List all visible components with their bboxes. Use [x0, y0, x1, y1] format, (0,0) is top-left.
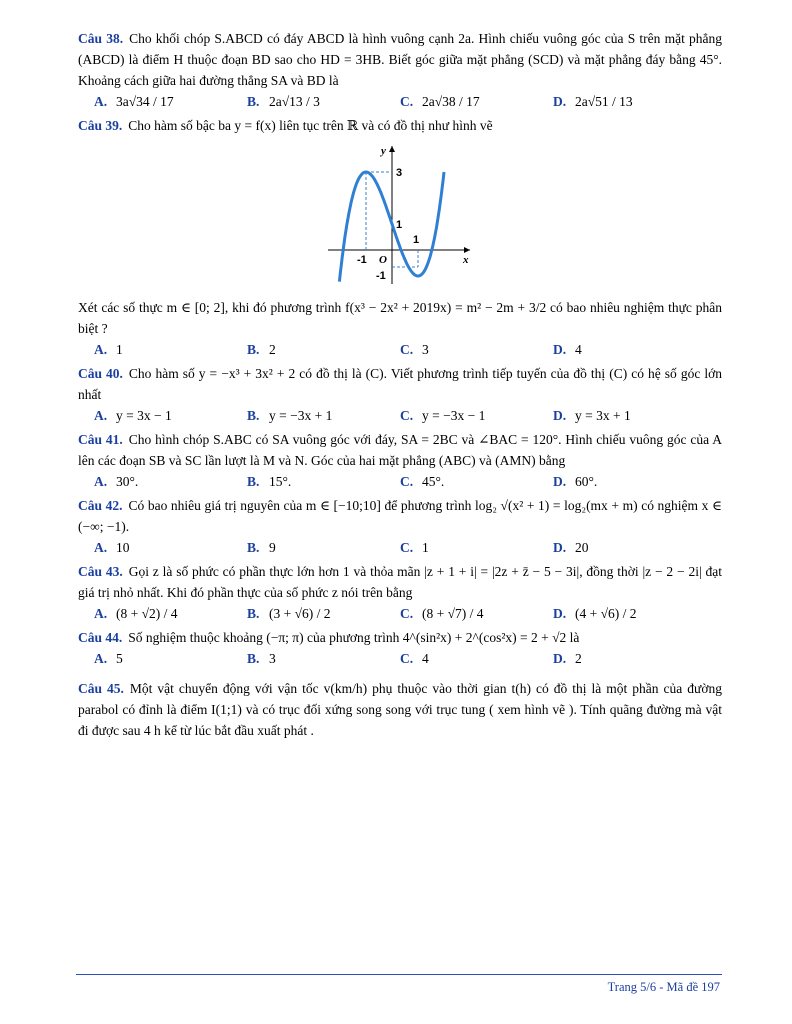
- options-38: [78, 91, 722, 113]
- question-39: [78, 115, 722, 136]
- options-40: [78, 405, 722, 427]
- option-d[interactable]: D. 20: [553, 540, 589, 555]
- question-text: Cho hình chóp S.ABC có SA vuông góc với đáy, SA = 2BC và ∠BAC = 120°. Hình chiếu vuông góc của A lên các đoạn SB và SC lần lượt là M và N. Góc của hai mặt phẳng (ABC) và (AMN) bằng: [78, 432, 722, 468]
- question-40: [78, 363, 722, 405]
- question-text: Gọi z là số phức có phần thực lớn hơn 1 và thỏa mãn |z + 1 + i| = |2z + z̄ − 5 − 3i|, đồng thời |z − 2 − 2i| đạt giá trị nhỏ nhất. Khi đó phần thực của số phức z nói trên bằng: [78, 564, 722, 600]
- cubic-graph: [324, 142, 722, 291]
- question-42: [78, 495, 722, 537]
- label-3: 3: [396, 167, 403, 179]
- function-graph-figure: [324, 142, 474, 287]
- question-43: [78, 561, 722, 603]
- x-axis-arrow-icon: [464, 247, 470, 253]
- option-c[interactable]: C. 4: [400, 651, 429, 666]
- option-d[interactable]: D. 2a√51 / 13: [553, 94, 633, 109]
- options-42: [78, 537, 722, 559]
- options-41: [78, 471, 722, 493]
- question-text: Cho khối chóp S.ABCD có đáy ABCD là hình vuông cạnh 2a. Hình chiếu vuông góc của S trên mặt phẳng (ABCD) là điểm H thuộc đoạn BD sao cho HD = 3HB. Biết góc giữa mặt phẳng (SCD) và mặt phẳng đáy bằng 45°. Khoảng cách giữa hai đường thẳng SA và BD là: [78, 31, 722, 88]
- option-b[interactable]: B. y = −3x + 1: [247, 408, 333, 423]
- option-d[interactable]: D. y = 3x + 1: [553, 408, 631, 423]
- question-number: Câu 44.: [78, 630, 123, 645]
- option-d[interactable]: D. 60°.: [553, 474, 598, 489]
- question-text: Cho hàm số y = −x³ + 3x² + 2 có đồ thị là (C). Viết phương trình tiếp tuyến của đồ thị (C) có hệ số góc lớn nhất: [78, 366, 722, 402]
- option-c[interactable]: C. (8 + √7) / 4: [400, 606, 484, 621]
- option-d[interactable]: D. 2: [553, 651, 582, 666]
- option-c[interactable]: C. 3: [400, 342, 429, 357]
- option-a[interactable]: A. y = 3x − 1: [94, 408, 172, 423]
- option-b[interactable]: B. 3: [247, 651, 276, 666]
- option-d[interactable]: D. 4: [553, 342, 582, 357]
- y-axis-arrow-icon: [389, 146, 395, 152]
- option-a[interactable]: A. 1: [94, 342, 123, 357]
- option-a[interactable]: A. 30°.: [94, 474, 139, 489]
- page-footer: Trang 5/6 - Mã đề 197: [607, 980, 720, 994]
- options-44: [78, 648, 722, 670]
- label-x1: 1: [413, 234, 420, 246]
- question-45: [78, 678, 722, 741]
- question-41: [78, 429, 722, 471]
- options-43: [78, 603, 722, 625]
- question-number: Câu 43.: [78, 564, 123, 579]
- question-38: [78, 28, 722, 91]
- origin-label: O: [379, 254, 387, 266]
- option-a[interactable]: A. (8 + √2) / 4: [94, 606, 178, 621]
- question-44: [78, 627, 722, 648]
- label-x-neg1: -1: [357, 254, 367, 266]
- question-text: Số nghiệm thuộc khoảng (−π; π) của phương trình 4^(sin²x) + 2^(cos²x) = 2 + √2 là: [128, 630, 580, 645]
- option-a[interactable]: A. 10: [94, 540, 130, 555]
- x-axis-label: x: [463, 254, 469, 266]
- option-b[interactable]: B. 2: [247, 342, 276, 357]
- option-a[interactable]: A. 5: [94, 651, 123, 666]
- question-text-2: Xét các số thực m ∈ [0; 2], khi đó phương trình f(x³ − 2x² + 2019x) = m² − 2m + 3/2 có bao nhiêu nghiệm thực phân biệt ?: [78, 300, 722, 336]
- option-c[interactable]: C. 2a√38 / 17: [400, 94, 480, 109]
- option-a[interactable]: A. 3a√34 / 17: [94, 94, 174, 109]
- question-39-body: [78, 297, 722, 339]
- option-d[interactable]: D. (4 + √6) / 2: [553, 606, 637, 621]
- question-number: Câu 45.: [78, 681, 124, 696]
- label-y-neg1: -1: [376, 270, 386, 282]
- question-text: Có bao nhiêu giá trị nguyên của m ∈ [−10;10] để phương trình log₂ √(x² + 1) = log₂(mx + m) có nghiệm x ∈ (−∞; −1).: [78, 498, 722, 534]
- question-number: Câu 42.: [78, 498, 123, 513]
- question-number: Câu 39.: [78, 118, 123, 133]
- y-axis-label: y: [381, 145, 386, 157]
- option-b[interactable]: B. 2a√13 / 3: [247, 94, 320, 109]
- question-number: Câu 41.: [78, 432, 123, 447]
- question-text: Cho hàm số bậc ba y = f(x) liên tục trên ℝ và có đồ thị như hình vẽ: [128, 118, 493, 133]
- option-b[interactable]: B. (3 + √6) / 2: [247, 606, 331, 621]
- footer-divider: [76, 974, 722, 975]
- option-c[interactable]: C. y = −3x − 1: [400, 408, 486, 423]
- question-number: Câu 38.: [78, 31, 124, 46]
- options-39: [78, 339, 722, 361]
- option-c[interactable]: C. 45°.: [400, 474, 445, 489]
- question-number: Câu 40.: [78, 366, 123, 381]
- option-b[interactable]: B. 15°.: [247, 474, 292, 489]
- option-b[interactable]: B. 9: [247, 540, 276, 555]
- exam-page: [78, 28, 722, 741]
- option-c[interactable]: C. 1: [400, 540, 429, 555]
- label-y1: 1: [396, 219, 403, 231]
- question-text: Một vật chuyển động với vận tốc v(km/h) phụ thuộc vào thời gian t(h) có đồ thị là một phần của đường parabol có đỉnh là điểm I(1;1) và có trục đối xứng song song với trục tung ( xem hình vẽ ). Tính quãng đường mà vật đi được sau 4 h kể từ lúc bắt đầu xuất phát .: [78, 681, 722, 738]
